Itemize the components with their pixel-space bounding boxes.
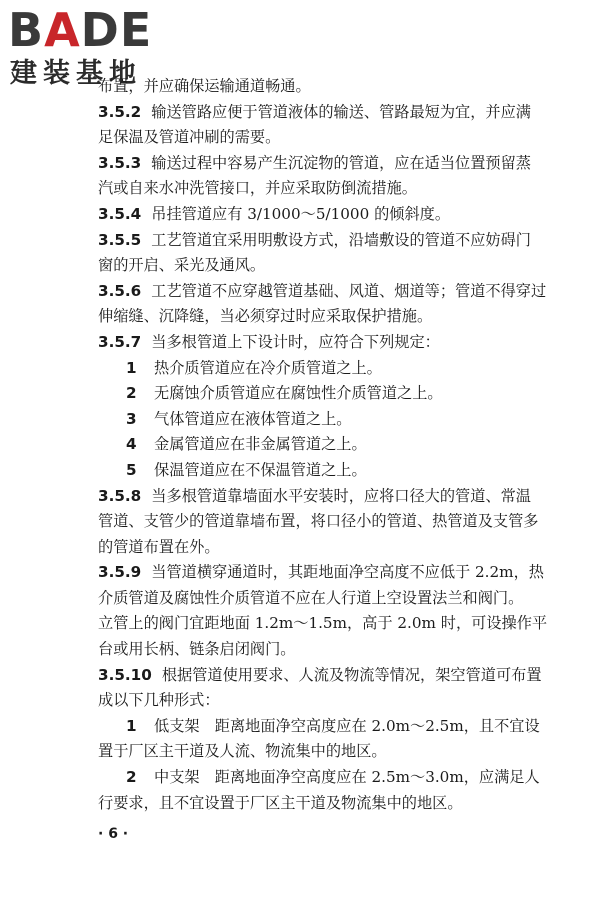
text-line bbox=[98, 253, 570, 279]
text-line bbox=[98, 688, 570, 714]
line-text: 布置，并应确保运输通道畅通。 bbox=[98, 77, 311, 95]
text-line bbox=[98, 739, 570, 765]
line-text: 当管道横穿通道时，其距地面净空高度不应低于 2.2m，热 bbox=[151, 563, 544, 582]
text-line bbox=[98, 458, 570, 484]
text-line bbox=[98, 151, 570, 177]
item-number: 1 bbox=[126, 716, 137, 735]
text-line bbox=[98, 560, 570, 586]
item-number: 4 bbox=[126, 435, 137, 454]
text-line bbox=[98, 765, 570, 791]
item-number: 3 bbox=[126, 409, 137, 428]
logo-letter: B bbox=[8, 3, 45, 57]
clause-number: 3.5.9 bbox=[98, 563, 142, 582]
text-line bbox=[98, 381, 570, 407]
line-text: 当多根管道靠墙面水平安装时，应将口径大的管道、常温 bbox=[151, 486, 531, 505]
line-text: 工艺管道不应穿越管道基础、风道、烟道等；管道不得穿过 bbox=[151, 281, 547, 300]
text-line bbox=[98, 330, 570, 356]
text-line bbox=[98, 202, 570, 228]
line-text: 无腐蚀介质管道应在腐蚀性介质管道之上。 bbox=[154, 384, 443, 403]
text-line bbox=[98, 279, 570, 305]
item-number: 2 bbox=[126, 768, 137, 787]
logo-letter-accent: A bbox=[44, 3, 81, 57]
text-line bbox=[98, 637, 570, 663]
text-line bbox=[98, 432, 570, 458]
text-line bbox=[98, 611, 570, 637]
text-line bbox=[98, 228, 570, 254]
page-number: · 6 · bbox=[98, 826, 129, 842]
text-line bbox=[98, 125, 570, 151]
clause-number: 3.5.8 bbox=[98, 486, 142, 505]
text-line bbox=[98, 484, 570, 510]
line-text: 当多根管道上下设计时，应符合下列规定： bbox=[151, 332, 440, 351]
clause-number: 3.5.2 bbox=[98, 102, 142, 121]
line-text: 置于厂区主干道及人流、物流集中的地区。 bbox=[98, 742, 387, 761]
line-text: 金属管道应在非金属管道之上。 bbox=[154, 435, 367, 454]
line-text: 行要求，且不宜设置于厂区主干道及物流集中的地区。 bbox=[98, 793, 463, 812]
line-text: 工艺管道宜采用明敷设方式，沿墙敷设的管道不应妨碍门 bbox=[151, 230, 531, 249]
line-text: 保温管道应在不保温管道之上。 bbox=[154, 460, 367, 479]
item-number: 5 bbox=[126, 460, 137, 479]
clause-number: 3.5.7 bbox=[98, 332, 142, 351]
text-line bbox=[98, 176, 570, 202]
text-line bbox=[98, 407, 570, 433]
text-line bbox=[98, 509, 570, 535]
text-line bbox=[98, 535, 570, 561]
clause-number: 3.5.10 bbox=[98, 665, 152, 684]
line-text: 成以下几种形式： bbox=[98, 691, 220, 710]
line-text: 根据管道使用要求、人流及物流等情况，架空管道可布置 bbox=[161, 665, 542, 684]
line-text: 输送过程中容易产生沉淀物的管道，应在适当位置预留蒸 bbox=[151, 153, 531, 172]
line-text: 输送管路应便于管道液体的输送、管路最短为宜，并应满 bbox=[151, 102, 531, 121]
line-text: 气体管道应在液体管道之上。 bbox=[154, 409, 352, 428]
line-text: 伸缩缝、沉降缝，当必须穿过时应采取保护措施。 bbox=[98, 307, 433, 326]
line-text: 窗的开启、采光及通风。 bbox=[98, 256, 266, 275]
text-line bbox=[98, 74, 570, 100]
text-line bbox=[98, 356, 570, 382]
clause-number: 3.5.3 bbox=[98, 153, 142, 172]
clause-number: 3.5.5 bbox=[98, 230, 142, 249]
text-line bbox=[98, 714, 570, 740]
text-line bbox=[98, 304, 570, 330]
document-body bbox=[98, 74, 570, 816]
clause-number: 3.5.4 bbox=[98, 204, 142, 223]
item-number: 1 bbox=[126, 358, 137, 377]
line-text: 台或用长柄、链条启闭阀门。 bbox=[98, 640, 296, 659]
line-text: 介质管道及腐蚀性介质管道不应在人行道上空设置法兰和阀门。 bbox=[98, 588, 524, 607]
line-text: 吊挂管道应有 3/1000～5/1000 的倾斜度。 bbox=[151, 204, 451, 223]
line-text: 的管道布置在外。 bbox=[98, 537, 220, 556]
line-text: 汽或自来水冲洗管接口，并应采取防倒流措施。 bbox=[98, 179, 417, 198]
line-text: 热介质管道应在冷介质管道之上。 bbox=[154, 358, 382, 377]
line-text: 立管上的阀门宜距地面 1.2m～1.5m，高于 2.0m 时，可设操作平 bbox=[98, 614, 548, 633]
line-text: 足保温及管道冲刷的需要。 bbox=[98, 128, 281, 147]
line-text: 低支架 距离地面净空高度应在 2.0m～2.5m，且不宜设 bbox=[154, 716, 540, 735]
text-line bbox=[98, 586, 570, 612]
logo-subtitle: 建装基地 bbox=[10, 58, 142, 89]
clause-number: 3.5.6 bbox=[98, 281, 142, 300]
logo-wordmark bbox=[8, 4, 152, 56]
text-line bbox=[98, 791, 570, 817]
line-text: 中支架 距离地面净空高度应在 2.5m～3.0m，应满足人 bbox=[154, 768, 540, 787]
line-text: 管道、支管少的管道靠墙布置，将口径小的管道、热管道及支管多 bbox=[98, 512, 539, 531]
logo-letter: DE bbox=[80, 3, 153, 57]
item-number: 2 bbox=[126, 384, 137, 403]
text-line bbox=[98, 663, 570, 689]
text-line bbox=[98, 100, 570, 126]
